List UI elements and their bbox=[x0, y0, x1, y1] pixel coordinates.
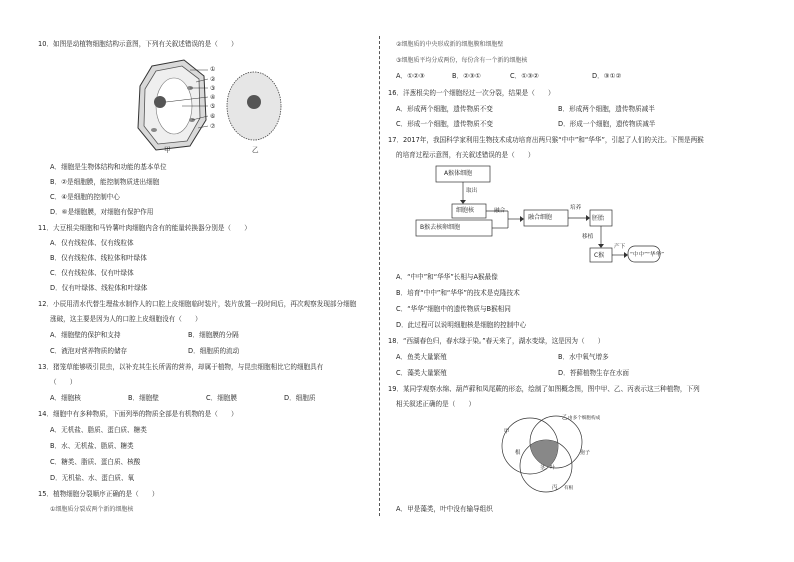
caption-yi: 乙 bbox=[252, 146, 259, 154]
chloroplast bbox=[151, 128, 157, 132]
label-5: ⑤ bbox=[210, 103, 216, 110]
q15-option-b: B．②③① bbox=[452, 72, 481, 80]
label-7: ⑦ bbox=[210, 123, 216, 130]
birth-label: 产下 bbox=[614, 244, 626, 250]
q11-option-a: A．仅有线粒体、仅有线粒体 bbox=[50, 239, 134, 247]
q18-option-b: B．水中氧气增多 bbox=[558, 353, 609, 361]
q17-option-c: C．“华华”细胞中的遗传物质与B猴相同 bbox=[396, 305, 511, 313]
q15-step-1: ①细胞质分裂成两个新的细胞核 bbox=[50, 506, 134, 513]
q10-option-d: D．⑥是细胞膜，对细胞有保护作用 bbox=[50, 208, 154, 216]
column-divider bbox=[379, 36, 380, 516]
venn-yi: 乙 bbox=[562, 415, 568, 421]
result-label: “中中”“华华” bbox=[630, 252, 664, 258]
q18-stem: 18．“西湖春色归，春水绿于染。”春天来了，湖水变绿，这是因为（ ） bbox=[388, 337, 605, 345]
q11-stem: 11．大豆根尖细胞和马铃薯叶肉细胞内含有的能量转换器分别是（ ） bbox=[38, 224, 251, 232]
fused-cell-label: 融合细胞 bbox=[528, 214, 553, 221]
q10-option-b: B．②是细胞膜，能控制物质进出细胞 bbox=[50, 178, 160, 186]
q13-option-d: D．细胞质 bbox=[284, 394, 316, 402]
q17-stem-line1: 17．2017年，我国科学家利用生物技术成功培育出两只猴“中中”和“华华”，引起了人们的关注。下图是两猴 bbox=[388, 136, 704, 144]
animal-nucleus bbox=[247, 95, 261, 109]
label-6: ⑥ bbox=[210, 113, 216, 120]
q16-option-a: A．形成两个细胞，遗传物质不变 bbox=[396, 105, 493, 113]
venn-gen: 根 bbox=[515, 450, 521, 456]
venn-jing-ye: 茎、叶 bbox=[540, 465, 556, 471]
q15-step-2: ②细胞质的中央形成新的细胞膜和细胞壁 bbox=[396, 41, 504, 48]
box-a-label: A猴体细胞 bbox=[444, 170, 473, 177]
q19-stem-line2: 相关叙述正确的是（ ） bbox=[396, 400, 476, 408]
q17-option-d: D．此过程可以说明细胞核是细胞的控制中心 bbox=[396, 321, 527, 329]
q14-option-b: B．水、无机盐、脂质、糖类 bbox=[50, 442, 134, 450]
label-4: ④ bbox=[210, 94, 216, 101]
q18-option-c: C．藻类大量繁殖 bbox=[396, 369, 447, 377]
q15-option-d: D．③①② bbox=[592, 72, 622, 80]
q14-stem: 14．细胞中有多种物质，下面列举的物质全部是有机物的是（ ） bbox=[38, 410, 238, 418]
left-column bbox=[0, 0, 380, 562]
label-3: ③ bbox=[210, 85, 216, 92]
q11-option-d: D．仅有叶绿体、线粒体和叶绿体 bbox=[50, 284, 148, 292]
venn-baozi: 孢子 bbox=[580, 450, 591, 456]
q15-option-a: A．①②③ bbox=[396, 72, 425, 80]
q13-option-c: C．细胞膜 bbox=[206, 394, 237, 402]
q10-stem: 10．如图是动植物细胞结构示意图，下列有关叙述错误的是（ ） bbox=[38, 40, 238, 48]
q11-option-c: C．仅有线粒体、仅有叶绿体 bbox=[50, 269, 134, 277]
plant-nucleus bbox=[154, 96, 166, 108]
q15-stem: 15．植物细胞分裂顺序正确的是（ ） bbox=[38, 490, 159, 498]
transplant-label: 移植 bbox=[582, 234, 594, 240]
q13-stem-line1: 13．猪笼草能够吸引昆虫，以补充其生长所需的营养，却属于植物，与昆虫细胞相比它的细胞具有 bbox=[38, 363, 324, 371]
caption-jia: 甲 bbox=[164, 146, 171, 154]
q15-step-3: ③细胞质平均分成两份，每份含有一个新的细胞核 bbox=[396, 57, 528, 64]
venn-bing-note: 有根 bbox=[564, 486, 574, 491]
q12-option-d: D．细胞质的流动 bbox=[188, 347, 240, 355]
nucleus-label: 细胞核 bbox=[456, 207, 475, 214]
q13-option-b: B．细胞壁 bbox=[128, 394, 159, 402]
q16-option-d: D．形成一个细胞，遗传物质减半 bbox=[558, 120, 656, 128]
label-2: ② bbox=[210, 76, 216, 83]
q17-option-a: A．“中中”和“华华”长相与A猴最像 bbox=[396, 273, 498, 281]
q12-option-b: B．细胞膜的分隔 bbox=[188, 331, 239, 339]
q17-option-b: B．培育“中中”和“华华”的技术是克隆技术 bbox=[396, 289, 520, 297]
q16-stem: 16．洋葱根尖的一个细胞经过一次分裂，结果是（ ） bbox=[388, 89, 555, 97]
right-column bbox=[388, 0, 794, 562]
q18-option-a: A．鱼类大量繁殖 bbox=[396, 353, 447, 361]
venn-jia: 甲 bbox=[504, 429, 510, 435]
box-b-label: B猴去核卵细胞 bbox=[420, 224, 461, 231]
q18-option-d: D．苔藓植物生存在水面 bbox=[558, 369, 630, 377]
q19-option-a: A．甲是藻类，叶中没有输导组织 bbox=[396, 505, 493, 513]
q11-option-b: B．仅有线粒体、线粒体和叶绿体 bbox=[50, 254, 147, 262]
q13-stem-line2: （ ） bbox=[50, 378, 77, 386]
q12-option-c: C．液泡对营养物质的储存 bbox=[50, 347, 128, 355]
q15-option-c: C．①③② bbox=[510, 72, 539, 80]
extract-label: 取出 bbox=[466, 188, 478, 194]
q14-option-d: D．无机盐、水、蛋白质、氧 bbox=[50, 474, 135, 482]
fuse-label: 融合 bbox=[494, 208, 506, 214]
q16-option-c: C．形成一个细胞，遗传物质不变 bbox=[396, 120, 493, 128]
q16-option-b: B．形成两个细胞，遗传物质减半 bbox=[558, 105, 655, 113]
q12-option-a: A．细胞壁的保护和支持 bbox=[50, 331, 121, 339]
embryo-label: 胚胎 bbox=[592, 215, 605, 222]
q12-stem-line2: 涨破，这主要是因为人的口腔上皮细胞没有（ ） bbox=[50, 315, 202, 323]
box-c-label: C猴 bbox=[594, 252, 605, 259]
q14-option-a: A．无机盐、脂质、蛋白质、糖类 bbox=[50, 426, 147, 434]
q14-option-c: C．糖类、脂质、蛋白质、核酸 bbox=[50, 458, 141, 466]
q13-option-a: A．细胞核 bbox=[50, 394, 81, 402]
label-1: ① bbox=[210, 66, 216, 73]
q17-stem-line2: 的培育过程示意图，有关叙述错误的是（ ） bbox=[396, 151, 535, 159]
cell-diagram bbox=[132, 58, 282, 158]
q10-option-c: C．④是细胞的控制中心 bbox=[50, 193, 120, 201]
q19-stem-line1: 19．某同学观察水绵、葫芦藓和凤尾蕨的形态，绘制了如图概念图，图中甲、乙、丙表示这三种植物，下列 bbox=[388, 385, 700, 393]
q10-option-a: A．细胞是生物体结构和功能的基本单位 bbox=[50, 163, 167, 171]
q12-stem-line1: 12．小辰用清水代替生理盐水制作人的口腔上皮细胞临时装片，装片放置一段时间后，再次观察发现部分细胞 bbox=[38, 300, 357, 308]
venn-yi-note: 由多个细胞构成 bbox=[568, 416, 601, 421]
culture-label: 培养 bbox=[570, 205, 582, 211]
venn-bing: 丙 bbox=[552, 485, 558, 491]
